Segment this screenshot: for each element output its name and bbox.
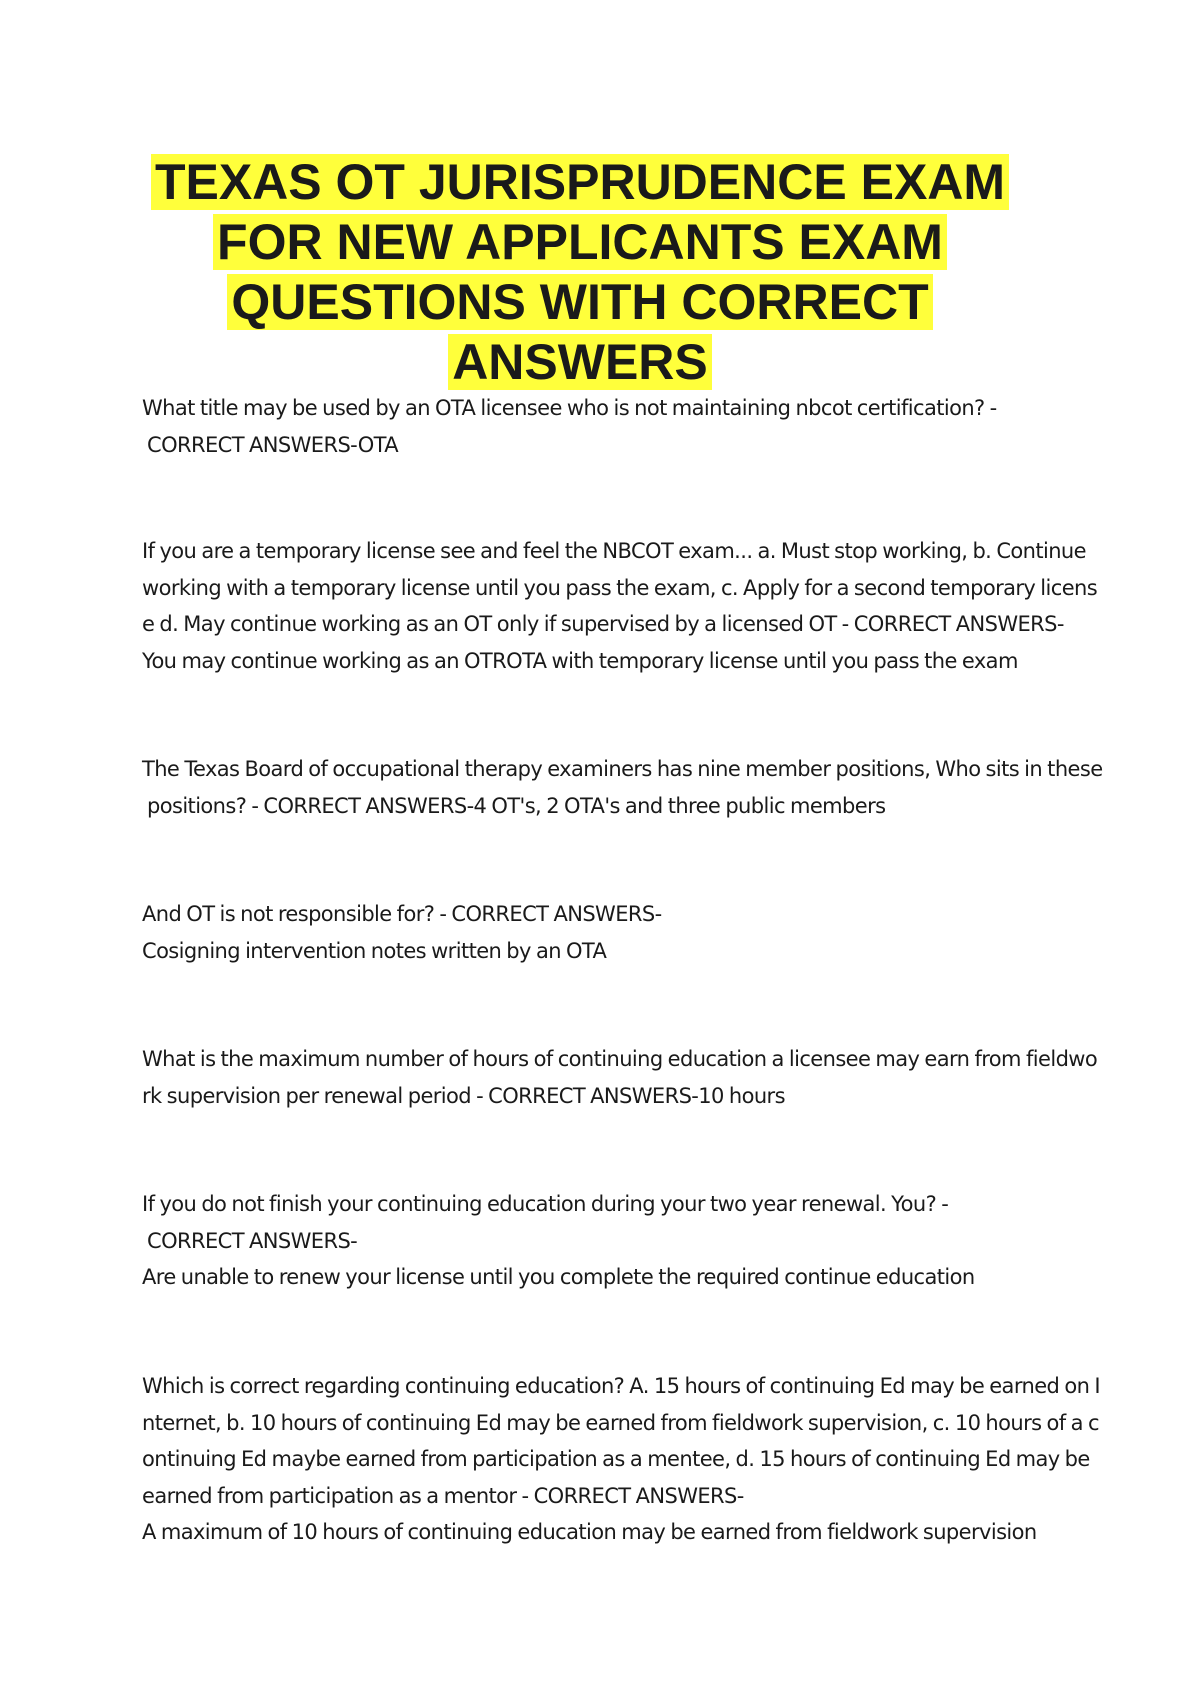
document-title: [150, 152, 1010, 392]
qa-item: [142, 1041, 1098, 1114]
qa-item: [142, 1368, 1100, 1551]
qa-item: [142, 896, 1082, 969]
question-text: nternet, b. 10 hours of continuing Ed may be earned from fieldwork supervision, c. 10 hours of a c: [142, 1410, 1099, 1435]
question-text: ontinuing Ed maybe earned from participation as a mentee, d. 15 hours of continuing Ed may be: [142, 1447, 1090, 1471]
answer-text: rk supervision per renewal period - CORRECT ANSWERS-10 hours: [142, 1083, 785, 1108]
answer-text: A maximum of 10 hours of continuing education may be earned from fieldwork supervision: [142, 1520, 1037, 1544]
question-text: e d. May continue working as an OT only if supervised by a licensed OT - CORRECT ANSWERS-: [142, 612, 1064, 636]
question-text: working with a temporary license until you pass the exam, c. Apply for a second temporary licens: [142, 575, 1098, 600]
qa-item: [142, 751, 1103, 824]
answer-text: Cosigning intervention notes written by an OTA: [142, 938, 607, 963]
answer-text: positions? - CORRECT ANSWERS-4 OT's, 2 OTA's and three public members: [147, 793, 886, 818]
question-text: What is the maximum number of hours of continuing education a licensee may earn from fieldwo: [142, 1047, 1098, 1071]
question-text: What title may be used by an OTA licensee who is not maintaining nbcot certification? -: [142, 396, 997, 420]
answer-text: CORRECT ANSWERS-OTA: [147, 432, 399, 457]
title-line: TEXAS OT JURISPRUDENCE EXAM: [151, 154, 1009, 210]
title-line: ANSWERS: [448, 334, 712, 390]
answer-text: CORRECT ANSWERS-: [147, 1228, 358, 1253]
question-text: If you do not finish your continuing education during your two year renewal. You? -: [142, 1192, 949, 1216]
question-text: If you are a temporary license see and feel the NBCOT exam... a. Must stop working, b. Continue: [142, 539, 1086, 563]
title-line: FOR NEW APPLICANTS EXAM: [213, 214, 947, 270]
question-text: earned from participation as a mentor - CORRECT ANSWERS-: [142, 1483, 744, 1508]
qa-item: [142, 1186, 1082, 1296]
question-text: The Texas Board of occupational therapy examiners has nine member positions, Who sits in these: [142, 757, 1103, 781]
title-line: QUESTIONS WITH CORRECT: [227, 274, 932, 330]
question-text: Which is correct regarding continuing education? A. 15 hours of continuing Ed may be earned on I: [142, 1374, 1100, 1398]
question-text: And OT is not responsible for? - CORRECT ANSWERS-: [142, 902, 662, 926]
answer-text: Are unable to renew your license until you complete the required continue education: [142, 1265, 975, 1289]
qa-item: [142, 390, 1082, 463]
answer-text: You may continue working as an OTROTA with temporary license until you pass the exam: [142, 648, 1018, 673]
qa-item: [142, 533, 1098, 679]
